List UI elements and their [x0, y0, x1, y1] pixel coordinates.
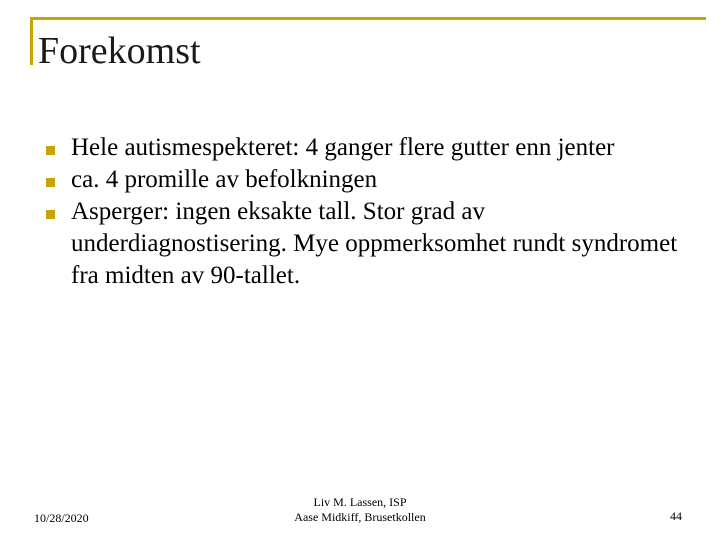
bullet-item: [40, 164, 680, 196]
bullet-text: ca. 4 promille av befolkningen: [71, 166, 378, 193]
bullet-list: [40, 132, 680, 292]
title-frame-top-line: [30, 17, 706, 20]
page-number: 44: [670, 509, 682, 523]
footer-author: [260, 495, 460, 525]
square-bullet-icon: [46, 146, 55, 155]
bullet-text: Hele autismespekteret: 4 ganger flere gutter enn jenter: [71, 134, 615, 161]
slide-title: Forekomst: [38, 30, 201, 72]
bullet-text: Asperger: ingen eksakte tall. Stor grad av underdiagnostisering. Mye oppmerksomhet rundt syndromet fra midten av 90-tallet.: [71, 198, 678, 289]
title-frame-left-line: [30, 17, 33, 65]
square-bullet-icon: [46, 178, 55, 187]
square-bullet-icon: [46, 210, 55, 219]
footer-author-line: Liv M. Lassen, ISP: [313, 495, 407, 509]
bullet-item: [40, 196, 680, 292]
footer-author-line: Aase Midkiff, Brusetkollen: [294, 510, 426, 524]
footer-date: 10/28/2020: [34, 511, 89, 525]
bullet-item: [40, 132, 680, 164]
